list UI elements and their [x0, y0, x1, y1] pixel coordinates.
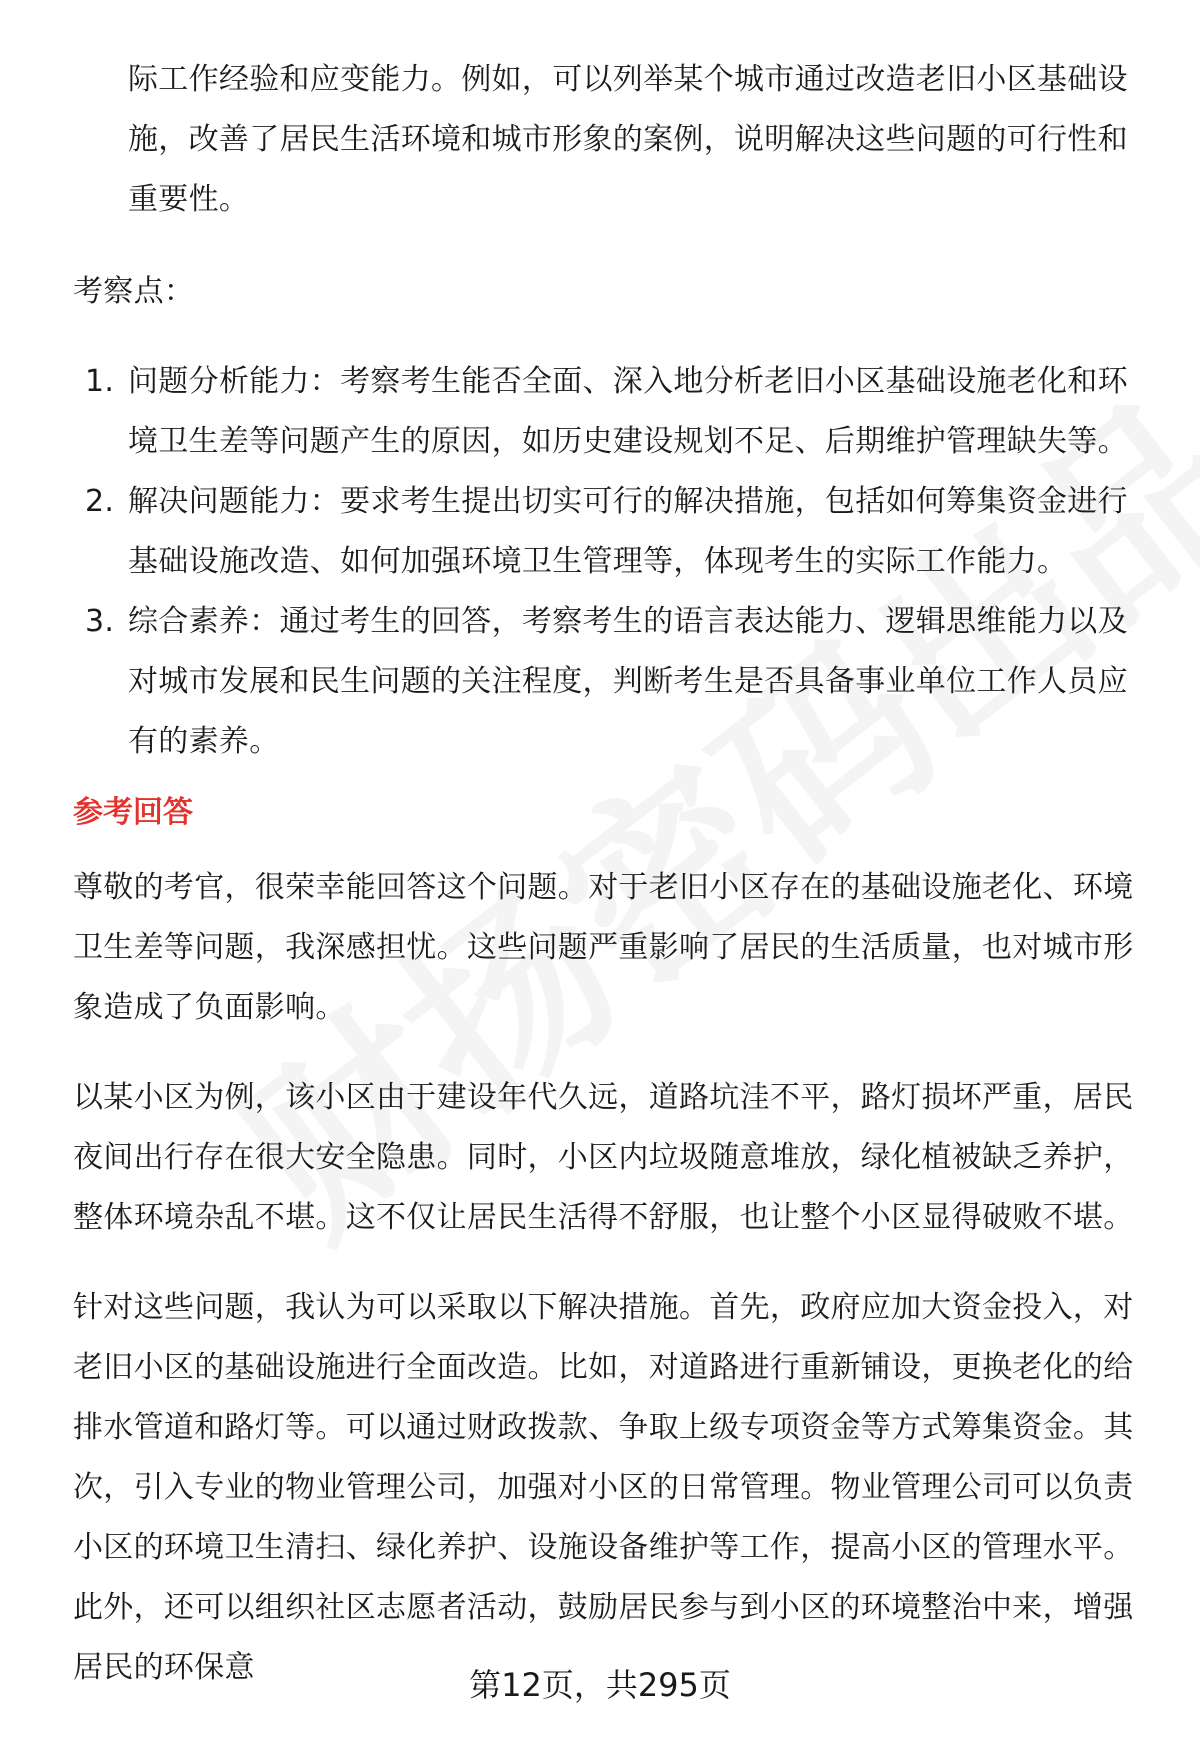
list-number: 3. [85, 604, 115, 639]
list-number: 1. [85, 364, 115, 399]
answer-heading: 参考回答 [73, 795, 193, 830]
list-item-text: 解决问题能力：要求考生提出切实可行的解决措施，包括如何筹集资金进行基础设施改造、如何加强环境卫生管理等，体现考生的实际工作能力。 [128, 484, 1128, 579]
continuation-paragraph: 际工作经验和应变能力。例如，可以列举某个城市通过改造老旧小区基础设施，改善了居民生活环境和城市形象的案例，说明解决这些问题的可行性和重要性。 [128, 62, 1128, 217]
answer-paragraph: 尊敬的考官，很荣幸能回答这个问题。对于老旧小区存在的基础设施老化、环境卫生差等问题，我深感担忧。这些问题严重影响了居民的生活质量，也对城市形象造成了负面影响。 [73, 870, 1134, 1025]
list-number: 2. [85, 484, 115, 519]
answer-paragraph: 以某小区为例，该小区由于建设年代久远，道路坑洼不平，路灯损坏严重，居民夜间出行存在很大安全隐患。同时，小区内垃圾随意堆放，绿化植被缺乏养护，整体环境杂乱不堪。这不仅让居民生活得不舒服，也让整个小区显得破败不堪。 [73, 1080, 1134, 1235]
list-item [73, 592, 1140, 772]
page-footer: 第12页，共295页 [469, 1666, 731, 1704]
list-item-text: 问题分析能力：考察考生能否全面、深入地分析老旧小区基础设施老化和环境卫生差等问题产生的原因，如历史建设规划不足、后期维护管理缺失等。 [128, 364, 1128, 459]
focus-points-label: 考察点： [73, 274, 195, 309]
list-item [73, 472, 1140, 592]
list-item [73, 352, 1140, 472]
answer-paragraph: 针对这些问题，我认为可以采取以下解决措施。首先，政府应加大资金投入，对老旧小区的基础设施进行全面改造。比如，对道路进行重新铺设，更换老化的给排水管道和路灯等。可以通过财政拨款、争取上级专项资金等方式筹集资金。其次，引入专业的物业管理公司，加强对小区的日常管理。物业管理公司可以负责小区的环境卫生清扫、绿化养护、设施设备维护等工作，提高小区的管理水平。此外，还可以组织社区志愿者活动，鼓励居民参与到小区的环境整治中来，增强居民的环保意 [73, 1290, 1134, 1685]
list-item-text: 综合素养：通过考生的回答，考察考生的语言表达能力、逻辑思维能力以及对城市发展和民生问题的关注程度，判断考生是否具备事业单位工作人员应有的素养。 [128, 604, 1128, 759]
focus-points-list [73, 352, 1140, 772]
